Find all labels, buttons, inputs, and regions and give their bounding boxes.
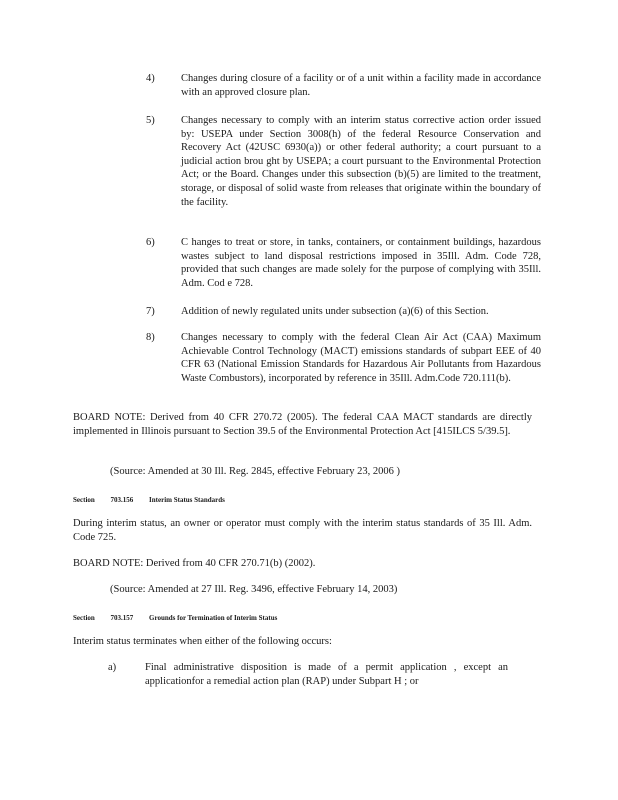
list-item-6 xyxy=(146,236,541,290)
board-note-2: BOARD NOTE: Derived from 40 CFR 270.71(b) (2002). xyxy=(73,558,316,569)
item-text: Changes necessary to comply with an interim status corrective action order issued by: USEPA under Section 3008(h) of the federal Resource Conservation and Recovery Act (42USC 6930(a)) or other federal authority; a court pursuant to a judicial action brou ght by USEPA; a court pursuant to the Environmental Protection Act; or the Board. Changes under this subsection (b)(5) are limited to the treatment, storage, or disposal of solid waste from releases that originate within the boundary of the facility. xyxy=(181,115,541,208)
list-item-8 xyxy=(146,331,541,385)
section-heading-703-156 xyxy=(73,494,239,508)
section-157-text: Interim status terminates when either of the following occurs: xyxy=(73,636,332,647)
section-title: Interim Status Standards xyxy=(149,496,225,504)
section-label: Section xyxy=(73,496,95,504)
item-number: 4) xyxy=(146,73,155,84)
sub-item-number: a) xyxy=(108,662,117,673)
sub-item-text: Final administrative disposition is made of a permit application , except an applicationfor a remedial action plan (RAP) under Subpart H ; or xyxy=(145,662,508,687)
section-heading-703-157 xyxy=(73,612,291,626)
item-text: Addition of newly regulated units under subsection (a)(6) of this Section. xyxy=(181,306,489,317)
list-item-4 xyxy=(146,72,541,99)
list-item-5 xyxy=(146,114,541,209)
item-text: C hanges to treat or store, in tanks, containers, or containment buildings, hazardous wastes subject to land disposal restrictions imposed in 35Ill. Adm. Code 728, provided that such changes are made solely for the purpose of complying with 35Ill. Adm. Cod e 728. xyxy=(181,237,541,289)
source-note-2: (Source: Amended at 27 Ill. Reg. 3496, effective February 14, 2003) xyxy=(110,584,398,595)
section-156-text: During interim status, an owner or operator must comply with the interim status standards of 35 Ill. Adm. Code 725. xyxy=(73,518,532,543)
section-title: Grounds for Termination of Interim Status xyxy=(149,614,278,622)
board-note-1: BOARD NOTE: Derived from 40 CFR 270.72 (2005). The federal CAA MACT standards are directly implemented in Illinois pursuant to Section 39.5 of the Environmental Protection Act [415ILCS 5/39.5]. xyxy=(73,412,532,437)
section-label: Section xyxy=(73,614,95,622)
item-number: 8) xyxy=(146,332,155,343)
item-number: 6) xyxy=(146,237,155,248)
item-number: 7) xyxy=(146,306,155,317)
item-text: Changes necessary to comply with the federal Clean Air Act (CAA) Maximum Achievable Control Technology (MACT) emissions standards of subpart EEE of 40 CFR 63 (National Emission Standards for Hazardous Air Pollutants from Hazardous Waste Combustors), incorporated by reference in 35Ill. Adm.Code 720.111(b). xyxy=(181,332,541,384)
source-note-1: (Source: Amended at 30 Ill. Reg. 2845, effective February 23, 2006 ) xyxy=(110,466,400,477)
item-number: 5) xyxy=(146,115,155,126)
list-item-7 xyxy=(146,305,541,319)
sub-item-a xyxy=(108,661,508,688)
section-number: 703.157 xyxy=(110,614,134,622)
section-number: 703.156 xyxy=(110,496,134,504)
item-text: Changes during closure of a facility or of a unit within a facility made in accordance with an approved closure plan. xyxy=(181,73,541,98)
